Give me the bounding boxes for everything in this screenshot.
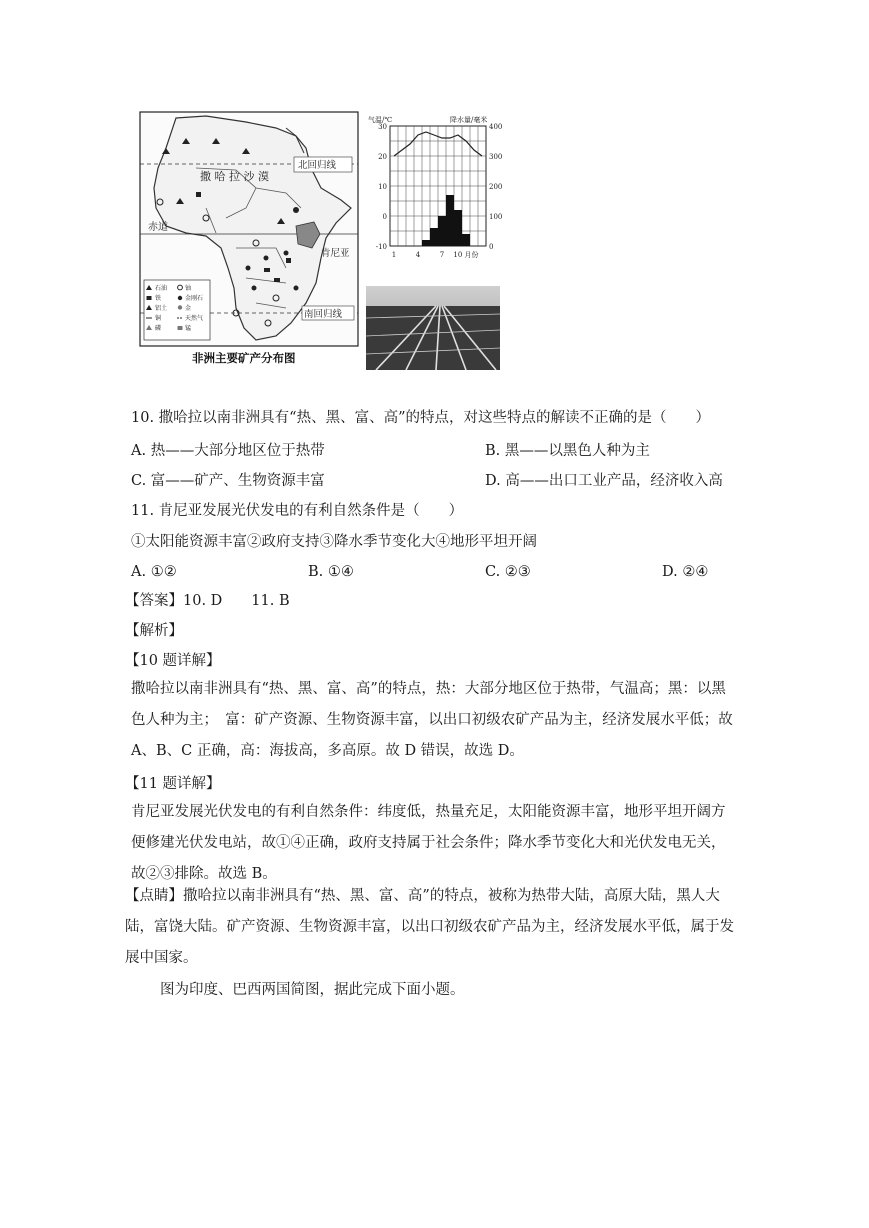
legend-item: 金刚石 bbox=[185, 295, 204, 302]
analysis-title: 【解析】 bbox=[125, 623, 183, 639]
answer-line: 【答案】10. D 11. B bbox=[125, 593, 290, 609]
legend-item: 铜 bbox=[155, 315, 162, 322]
q11-option-a: A. ①② bbox=[131, 564, 177, 580]
q10-option-c: C. 富——矿产、生物资源丰富 bbox=[131, 473, 325, 489]
desert-label: 撒 哈 拉 沙 漠 bbox=[200, 170, 269, 183]
tick-label: -10 bbox=[375, 243, 387, 251]
precip-bar bbox=[430, 228, 438, 246]
q11-stem: 11. 肯尼亚发展光伏发电的有利自然条件是（ ） bbox=[131, 503, 464, 519]
tropic-south-label: 南回归线 bbox=[304, 309, 343, 320]
tick-label: 10 bbox=[378, 183, 387, 191]
kenya-label: 肯尼亚 bbox=[321, 248, 350, 259]
precip-bar bbox=[422, 240, 430, 246]
precip-bar bbox=[446, 195, 454, 246]
legend-item: 铝土 bbox=[155, 305, 168, 312]
q11-conditions: ①太阳能资源丰富②政府支持③降水季节变化大④地形平坦开阔 bbox=[131, 534, 537, 550]
tick-label: 100 bbox=[489, 213, 503, 221]
precip-axis-title: 降水量/毫米 bbox=[450, 116, 488, 124]
q11-option-d: D. ②④ bbox=[662, 564, 709, 580]
q10-detail-title: 【10 题详解】 bbox=[125, 653, 221, 669]
q10-detail: 撒哈拉以南非洲具有“热、黑、富、高”的特点，热：大部分地区位于热带，气温高；黑：以黑色人种为主； 富：矿产资源、生物资源丰富，以出口初级农矿产品为主，经济发展水平低；故 A、B、C 正确，高：海拔高，多高原。故 D 错误，故选 D。 bbox=[131, 681, 733, 759]
precip-bar bbox=[438, 216, 446, 246]
legend-item: 石油 bbox=[155, 285, 168, 292]
comment: 【点睛】撒哈拉以南非洲具有“热、黑、富、高”的特点，被称为热带大陆，高原大陆，黑人大陆，富饶大陆。矿产资源、生物资源丰富，以出口初级农矿产品为主，经济发展水平低，属于发展中国家。 bbox=[125, 888, 734, 966]
legend-item: 铁 bbox=[155, 295, 162, 302]
legend-item: 金 bbox=[185, 305, 192, 312]
tick-label: 7 bbox=[439, 251, 445, 259]
legend-item: 天然气 bbox=[185, 315, 204, 322]
q10-option-b: B. 黑——以黑色人种为主 bbox=[485, 443, 650, 459]
tick-label: 200 bbox=[489, 183, 503, 191]
q10-option-d: D. 高——出口工业产品，经济收入高 bbox=[485, 473, 723, 489]
q10-stem: 10. 撒哈拉以南非洲具有“热、黑、富、高”的特点，对这些特点的解读不正确的是（ ） bbox=[131, 410, 710, 426]
tick-label: 0 bbox=[489, 243, 494, 251]
legend-item: 锰 bbox=[185, 325, 192, 332]
figure bbox=[136, 108, 504, 370]
tick-label: 0 bbox=[382, 213, 387, 221]
equator-label: 赤道 bbox=[148, 222, 168, 233]
tick-label: 4 bbox=[415, 251, 421, 259]
tick-label: 400 bbox=[489, 123, 503, 131]
tick-label: 1 bbox=[391, 251, 397, 259]
solar-photo bbox=[366, 286, 500, 370]
precip-bar bbox=[462, 234, 470, 246]
tropic-north-label: 北回归线 bbox=[298, 160, 337, 171]
africa-map bbox=[140, 112, 358, 365]
next-intro: 图为印度、巴西两国简图，据此完成下面小题。 bbox=[131, 982, 465, 998]
q11-detail-title: 【11 题详解】 bbox=[125, 776, 221, 792]
legend-item: 铀 bbox=[185, 285, 192, 292]
tick-label: 20 bbox=[378, 153, 387, 161]
map-caption: 非洲主要矿产分布图 bbox=[192, 351, 296, 365]
q11-option-c: C. ②③ bbox=[485, 564, 531, 580]
temp-axis-title: 气温/℃ bbox=[368, 116, 393, 124]
precip-bar bbox=[454, 210, 462, 246]
tick-label: 30 bbox=[378, 123, 387, 131]
legend-item: 磷 bbox=[155, 325, 162, 332]
tick-label: 10 月份 bbox=[453, 251, 479, 259]
q11-option-b: B. ①④ bbox=[308, 564, 354, 580]
q11-detail: 肯尼亚发展光伏发电的有利自然条件：纬度低，热量充足，太阳能资源丰富，地形平坦开阔方便修建光伏发电站，故①④正确，政府支持属于社会条件；降水季节变化大和光伏发电无关，故②③排除。故选 B。 bbox=[131, 804, 726, 882]
q10-option-a: A. 热——大部分地区位于热带 bbox=[131, 443, 325, 459]
figure-svg bbox=[136, 108, 504, 370]
tick-label: 300 bbox=[489, 153, 503, 161]
climate-chart bbox=[368, 115, 502, 259]
